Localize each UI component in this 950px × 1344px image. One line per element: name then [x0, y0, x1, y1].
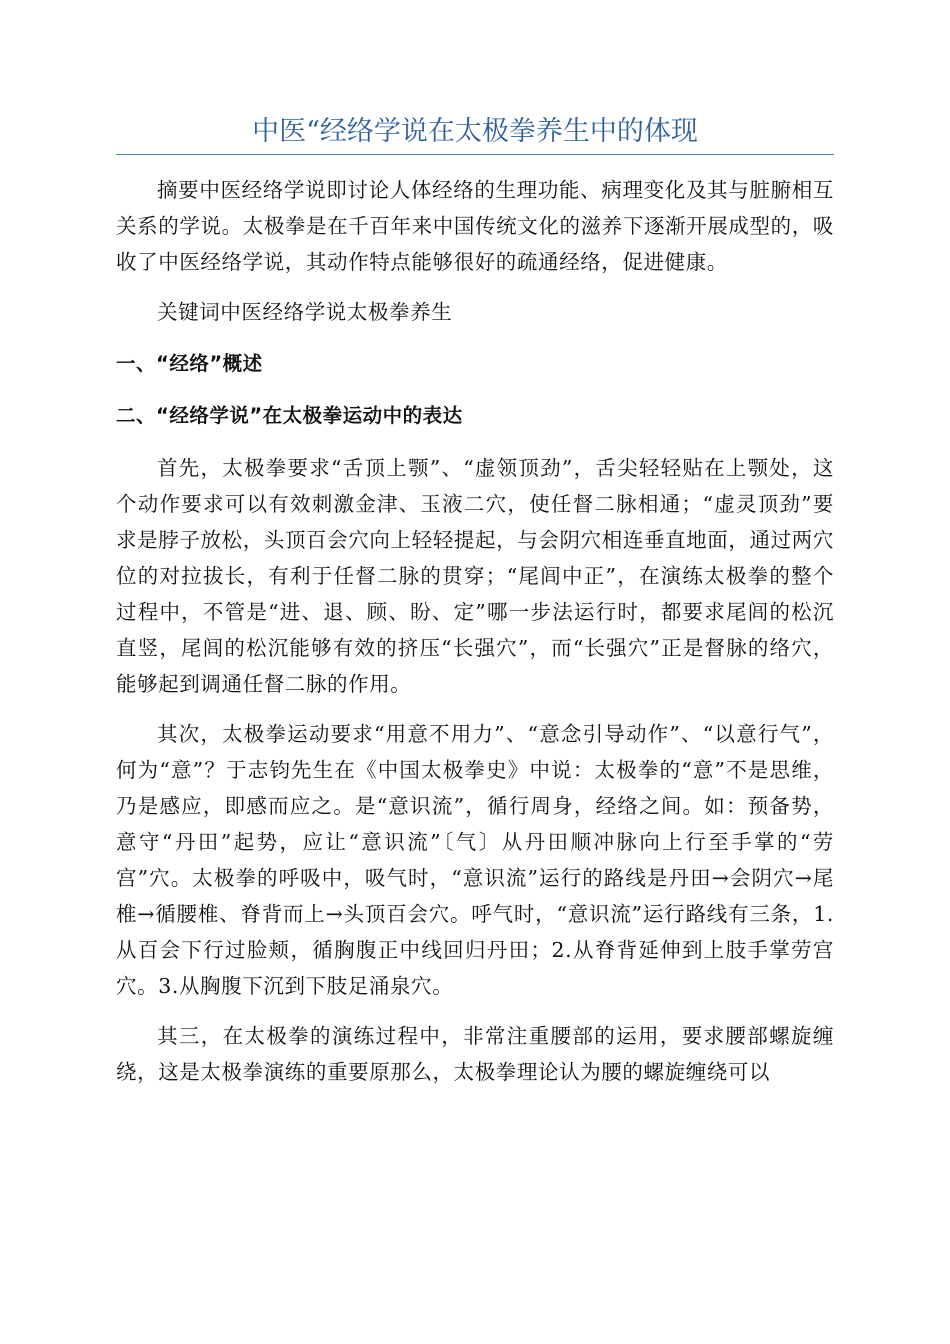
section-heading-1: 一、“经络”概述 [116, 352, 263, 375]
document-body [116, 172, 834, 1090]
document-title: 中医“经络学说在太极拳养生中的体现 [252, 116, 698, 147]
body-paragraph-3: 其三，在太极拳的演练过程中，非常注重腰部的运用，要求腰部螺旋缠绕，这是太极拳演练的重要原那么，太极拳理论认为腰的螺旋缠绕可以 [116, 1024, 834, 1084]
body-paragraph-2: 其次，太极拳运动要求“用意不用力”、“意念引导动作”、“以意行气”，何为“意”？于志钧先生在《中国太极拳史》中说：太极拳的“意”不是思维，乃是感应，即感而应之。是“意识流”，循行周身，经络之间。如：预备势，意守“丹田”起势，应让“意识流”〔气〕从丹田顺冲脉向上行至手掌的“劳宫”穴。太极拳的呼吸中，吸气时，“意识流”运行的路线是丹田→会阴穴→尾椎→循腰椎、脊背而上→头顶百会穴。呼气时，“意识流”运行路线有三条，1.从百会下行过脸颊，循胸腹正中线回归丹田；2.从脊背延伸到上肢手掌劳宫穴。3.从胸腹下沉到下肢足涌泉穴。 [116, 722, 834, 998]
keywords-paragraph: 关键词中医经络学说太极拳养生 [157, 300, 453, 324]
body-paragraph-1: 首先，太极拳要求“舌顶上颚”、“虚领顶劲”，舌尖轻轻贴在上颚处，这个动作要求可以有效刺激金津、玉液二穴，使任督二脉相通；“虚灵顶劲”要求是脖子放松，头顶百会穴向上轻轻提起，与会阴穴相连垂直地面，通过两穴位的对拉拔长，有利于任督二脉的贯穿；“尾闾中正”，在演练太极拳的整个过程中，不管是“进、退、顾、盼、定”哪一步法运行时，都要求尾闾的松沉直竖，尾闾的松沉能够有效的挤压“长强穴”，而“长强穴”正是督脉的络穴，能够起到调通任督二脉的作用。 [116, 456, 834, 696]
section-heading-2: 二、“经络学说”在太极拳运动中的表达 [116, 404, 463, 427]
title-underline [116, 154, 834, 155]
abstract-paragraph: 摘要中医经络学说即讨论人体经络的生理功能、病理变化及其与脏腑相互关系的学说。太极拳是在千百年来中国传统文化的滋养下逐渐开展成型的，吸收了中医经络学说，其动作特点能够很好的疏通经络，促进健康。 [116, 178, 834, 274]
